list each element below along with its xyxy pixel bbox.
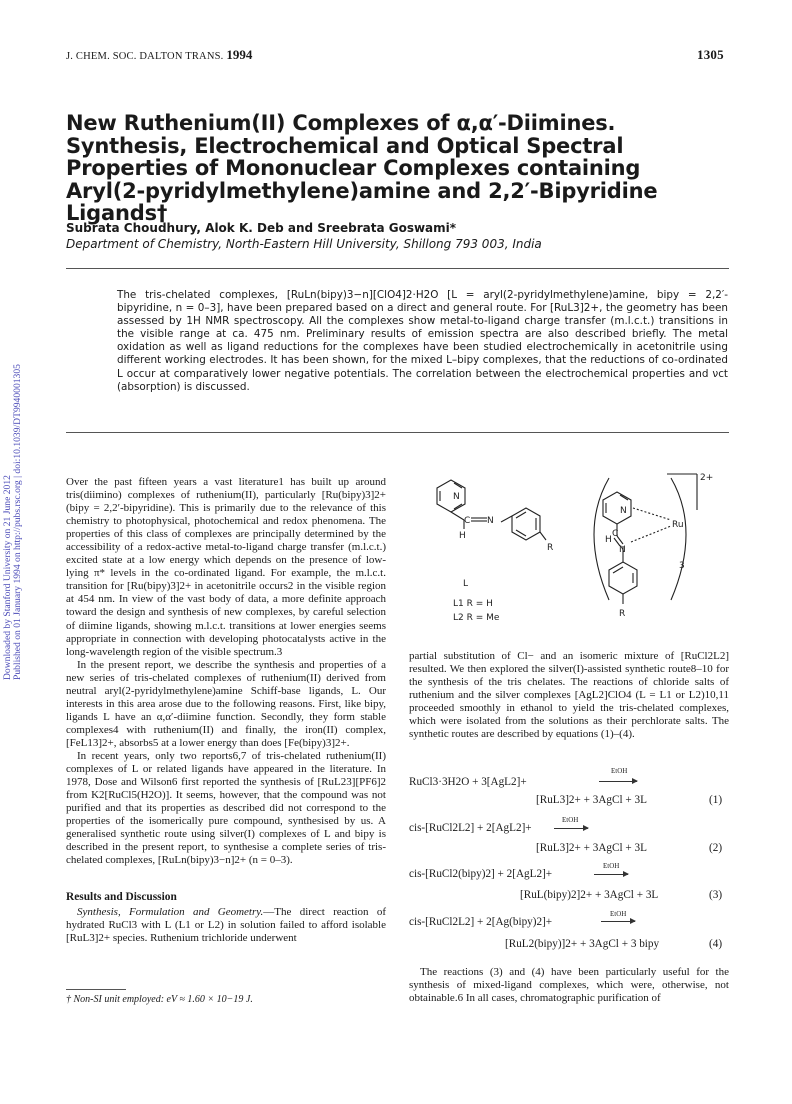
right-column-continuation: The reactions (3) and (4) have been particularly useful for the synthesis of mixed-ligand complexes, which were, otherwise, not obtainable.6 In all cases, chromatographic purification of: [409, 966, 729, 1005]
equation-4-number: (4): [709, 938, 723, 950]
results-text: —The direct reaction of hydrated RuCl3 with L (L1 or L2) in solution failed to afford isolable [RuL3]2+ species. Ruthenium trichloride underwent: [66, 906, 386, 945]
equation-1-reactants: RuCl3·3H2O + 3[AgL2]+: [409, 776, 527, 788]
complex-pyridine-ring: [603, 492, 631, 524]
affiliation: Department of Chemistry, North-Eastern Hill University, Shillong 793 003, India: [66, 237, 542, 251]
journal-header: [66, 47, 252, 63]
results-paragraph: [66, 906, 386, 945]
journal-name: J. CHEM. SOC. DALTON TRANS.: [66, 51, 224, 62]
ligand-count: 3: [679, 561, 685, 571]
publication-notice[interactable]: Published on 01 January 1994 on http://pubs.rsc.org | doi:10.1039/DT9940001305: [12, 364, 23, 680]
article-title: New Ruthenium(II) Complexes of α,α′-Diimines. Synthesis, Electrochemical and Optical Spectral Properties of Mononuclear Complexes containing Aryl(2-pyridylmethylene)amine and 2,2′-Bipyridine Ligands†: [66, 111, 658, 225]
metal-label: Ru: [672, 520, 684, 530]
abstract-top-rule: [66, 268, 729, 269]
equation-1-products: [RuL3]2+ + 3AgCl + 3L: [536, 794, 647, 806]
ru-n-bond-1: [633, 508, 671, 520]
ru-n-bond-2: [631, 526, 671, 542]
complex-charge: 2+: [700, 473, 714, 483]
journal-year: 1994: [226, 47, 253, 62]
footnote-rule: [66, 989, 126, 990]
subsection-heading: Synthesis, Formulation and Geometry.: [77, 906, 264, 918]
ligand-variant-1: L1 R = H: [453, 599, 493, 609]
pyridine-ring: [437, 480, 465, 512]
equation-3-reactants: cis-[RuCl2(bipy)2] + 2[AgL2]+: [409, 868, 553, 880]
structure-figure: [409, 470, 729, 645]
equation-1-solvent: EtOH: [611, 767, 628, 775]
substituent-label: R: [547, 543, 554, 553]
svg-text:H: H: [605, 535, 612, 545]
right-bracket: [671, 478, 686, 600]
download-watermark: [2, 280, 23, 680]
equation-1-number: (1): [709, 794, 723, 806]
intro-paragraph-3: In recent years, only two reports6,7 of tris-chelated ruthenium(II) complexes of L or related ligands have appeared in the literature. In 1978, Dose and Wilson6 first reported the synthesis of [RuL23][PF6]2 from K2[RuCl5(H2O)]. It seems, however, that the compound was not purified and that its properties as described did not correspond to the properties of the isomerically pure compound, synthesised by us. A generalised synthetic route using silver(I) complexes of L and bipy is described in the present report, to synthesise a complete series of tris-chelated complexes, [RuLn(bipy)3−n]2+ (n = 0–3).: [66, 749, 386, 867]
complex-substituent: R: [619, 609, 626, 619]
ligand-label: L: [463, 579, 469, 589]
equation-4-products: [RuL2(bipy)]2+ + 3AgCl + 3 bipy: [505, 938, 660, 950]
imine-bond: [451, 512, 464, 520]
svg-text:N: N: [453, 492, 460, 502]
equation-4-reactants: cis-[RuCl2L2] + 2[Ag(bipy)2]+: [409, 916, 553, 928]
intro-paragraph-2: In the present report, we describe the synthesis and properties of a new series of tris-chelated complexes of ruthenium(II) derived from neutral aryl(2-pyridylmethylene)amine Schiff-base ligands, L. Our interests in this area arose due to the following reasons. First, like bipy, ligands L have an α,α′-diimine function. Secondly, they form stable complexes4 with ruthenium(II) and finally, the iron(II) complex, [FeL13]2+, absorbs5 at a lower energy than does [Fe(bipy)3]2+.: [66, 658, 386, 749]
ligand-variant-2: L2 R = Me: [453, 613, 500, 623]
svg-text:C: C: [612, 529, 619, 539]
reaction-arrow: [601, 921, 635, 922]
reaction-arrow: [599, 781, 637, 782]
equation-2-products: [RuL3]2+ + 3AgCl + 3L: [536, 842, 647, 854]
equation-4-solvent: EtOH: [610, 910, 627, 918]
equation-3-solvent: EtOH: [603, 862, 620, 870]
section-heading: Results and Discussion: [66, 891, 177, 903]
intro-paragraph-1: Over the past fifteen years a vast literature1 has built up around tris(diimino) complexes of ruthenium(II), particularly [Ru(bipy)3]2+ (bipy = 2,2′-bipyridine). This is primarily due to the relevance of this chemistry to photophysical, photochemical and redox phenomena. The properties of this class of complexes are principally determined by the accessibility of a redox-active metal-to-ligand charge transfer (m.l.c.t.) excited state at a low energy which depends on the presence of low-lying π* levels in the co-ordinated ligand. For example, the m.l.c.t. transition for [Ru(bipy)3]2+ in acetonitrile occurs2 in the visible region at 454 nm. In view of the vast body of data, a more definite approach toward the design and synthesis of new complexes, by careful selection of diimine ligands, showing m.l.c.t. transitions at lower energies seems appropriate in connection with developing photocatalysts active in the long-wavelength region of the visible spectrum.3: [66, 476, 386, 658]
abstract-bottom-rule: [66, 432, 729, 433]
equation-2-reactants: cis-[RuCl2L2] + 2[AgL2]+: [409, 822, 532, 834]
reaction-arrow: [554, 828, 588, 829]
page-number: 1305: [697, 47, 724, 62]
author-list: Subrata Choudhury, Alok K. Deb and Sreebrata Goswami*: [66, 221, 457, 235]
ligand-structure: [437, 480, 546, 540]
equation-3-products: [RuL(bipy)2]2+ + 3AgCl + 3L: [520, 889, 659, 901]
abstract: The tris-chelated complexes, [RuLn(bipy)3−n][ClO4]2·H2O [L = aryl(2-pyridylmethylene)amine, bipy = 2,2′-bipyridine, n = 0–3], have been prepared based on a direct and general route. For [RuL3]2+, the geometry has been assessed by 1H NMR spectroscopy. All the complexes show metal-to-ligand charge transfer (m.l.c.t.) transitions in the visible range at ca. 475 nm. Preliminary results of emission spectra are also described briefly. The metal oxidation as well as ligand reductions for the complexes have been studied electrochemically in acetonitrile using different working electrodes. It has been shown, for the mixed L–bipy complexes, that the reductions of co-ordinated L occur at comparatively lower negative potentials. The correlation between the electrochemical properties and νct (absorption) is discussed.: [117, 289, 728, 393]
svg-text:H: H: [459, 531, 466, 541]
right-column-text: partial substitution of Cl− and an isomeric mixture of [RuCl2L2] resulted. We then explored the silver(I)-assisted synthetic route8–10 for the synthesis of the tris chelates. The reactions of chloride salts of ruthenium and the silver complexes [AgL2]ClO4 (L = L1 or L2)10,11 proceeded smoothly in ethanol to yield the tris-chelated complexes, which were isolated from the solutions as their perchlorate salts. The synthetic routes are described by equations (1)–(4).: [409, 650, 729, 741]
equation-2-number: (2): [709, 842, 723, 854]
equation-2-solvent: EtOH: [562, 816, 579, 824]
reaction-arrow: [594, 874, 628, 875]
svg-text:N: N: [619, 545, 626, 555]
svg-text:N: N: [620, 506, 627, 516]
introduction: [66, 476, 386, 867]
download-notice[interactable]: Downloaded by Stanford University on 21 June 2012: [2, 475, 13, 680]
equation-3-number: (3): [709, 889, 723, 901]
svg-text:C: C: [464, 516, 471, 526]
footnote: † Non-SI unit employed: eV ≈ 1.60 × 10−19 J.: [66, 994, 253, 1005]
svg-text:N: N: [487, 516, 494, 526]
